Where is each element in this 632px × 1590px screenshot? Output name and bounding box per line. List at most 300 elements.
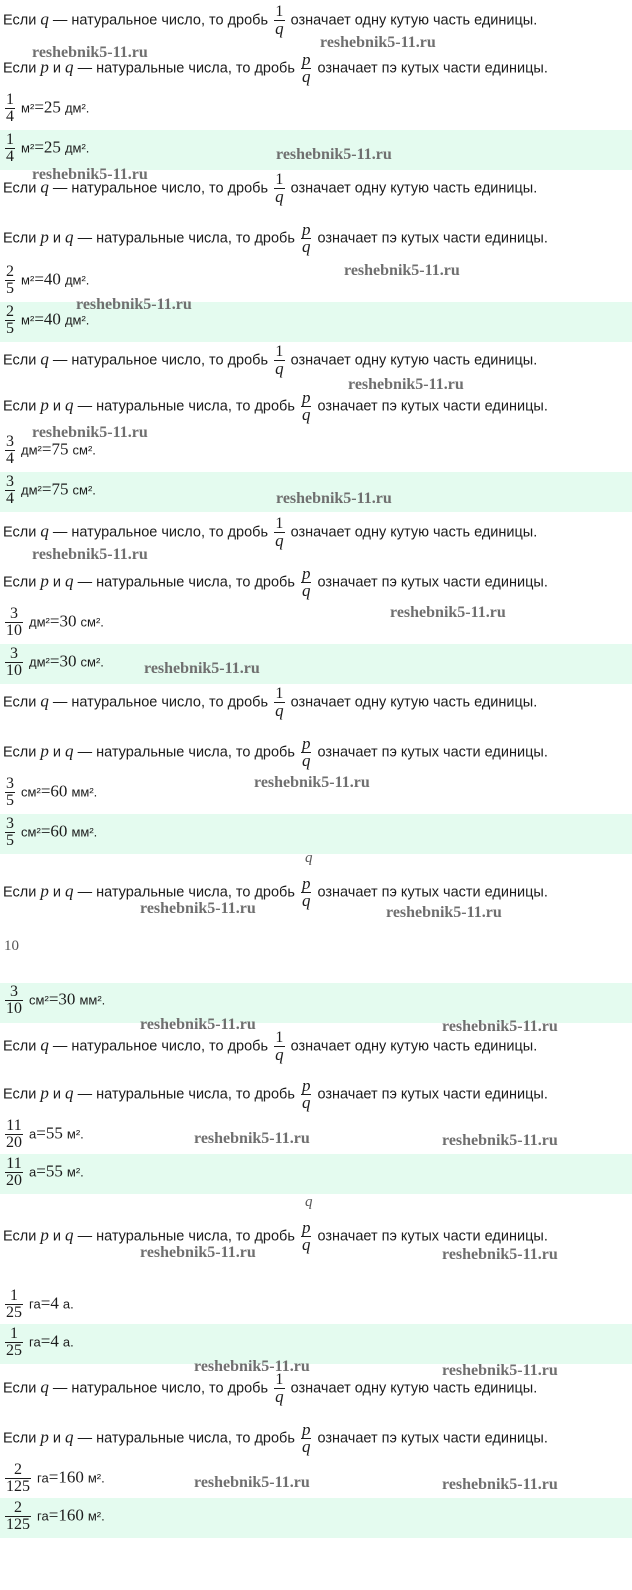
numerator: 3: [10, 983, 18, 1000]
text: — натуральное число, то дробь: [52, 524, 269, 541]
text: и: [52, 60, 61, 77]
numerator: 1: [275, 343, 284, 360]
fraction: [274, 1030, 285, 1063]
text: и: [52, 398, 61, 415]
unit: га: [29, 1296, 41, 1312]
watermark: reshebnik5-11.ru: [32, 44, 148, 61]
equals: =: [40, 821, 51, 841]
watermark: reshebnik5-11.ru: [276, 490, 392, 507]
denominator: 4: [6, 490, 14, 507]
text: — натуральные числа, то дробь: [77, 744, 295, 761]
watermark: reshebnik5-11.ru: [194, 1130, 310, 1147]
watermark: reshebnik5-11.ru: [194, 1474, 310, 1491]
watermark: reshebnik5-11.ru: [320, 34, 436, 51]
unit: дм².: [64, 272, 90, 288]
watermark: reshebnik5-11.ru: [442, 1132, 558, 1149]
denominator: q: [301, 891, 311, 910]
fraction: [5, 646, 23, 679]
fraction: [5, 816, 15, 849]
numerator: 2: [6, 263, 14, 280]
watermark: reshebnik5-11.ru: [386, 904, 502, 921]
definition-fraction-pq: [3, 1422, 548, 1455]
watermark: reshebnik5-11.ru: [32, 546, 148, 563]
text: — натуральные числа, то дробь: [77, 1086, 295, 1103]
variable-p: p: [40, 1225, 49, 1245]
unit: дм²: [21, 482, 42, 498]
variable-p: p: [40, 571, 49, 591]
text: Если: [3, 230, 37, 247]
fraction: [5, 606, 23, 639]
variable-q: q: [40, 521, 49, 541]
variable-q: q: [40, 177, 49, 197]
numerator: p: [301, 874, 311, 893]
fraction: [5, 1288, 23, 1321]
answer-line-highlighted: [3, 646, 104, 679]
numerator: p: [301, 564, 311, 583]
numerator: 3: [6, 473, 14, 490]
fraction: [5, 1326, 23, 1359]
variable-q: q: [65, 57, 74, 77]
numerator: 1: [275, 1029, 284, 1046]
answer-line: [3, 776, 97, 809]
fraction: [274, 172, 285, 205]
unit: мм².: [71, 824, 98, 840]
value: 30: [58, 989, 76, 1009]
value: 160: [58, 1505, 84, 1525]
fraction: [5, 92, 15, 125]
text: — натуральные числа, то дробь: [77, 884, 295, 901]
variable-q: q: [40, 349, 49, 369]
watermark: reshebnik5-11.ru: [348, 376, 464, 393]
text: означает пэ кутых части единицы.: [317, 398, 548, 415]
variable-p: p: [40, 881, 49, 901]
definition-fraction-pq: [3, 390, 548, 423]
fraction: [274, 686, 285, 719]
denominator: q: [301, 1235, 311, 1254]
numerator: 1: [6, 131, 14, 148]
numerator: p: [301, 1076, 311, 1095]
text: Если: [3, 744, 37, 761]
text: Если: [3, 1430, 37, 1447]
watermark: reshebnik5-11.ru: [254, 774, 370, 791]
unit: см².: [72, 482, 96, 498]
variable-q: q: [65, 741, 74, 761]
text: Если: [3, 1038, 37, 1055]
text: — натуральное число, то дробь: [52, 12, 269, 29]
variable-p: p: [40, 1083, 49, 1103]
fraction: [274, 516, 285, 549]
denominator: q: [301, 581, 311, 600]
denominator: q: [301, 751, 311, 770]
denominator: 20: [6, 1134, 22, 1151]
denominator: q: [275, 19, 284, 38]
text: Если: [3, 398, 37, 415]
fraction: [5, 132, 15, 165]
value: 40: [43, 269, 61, 289]
variable-p: p: [40, 741, 49, 761]
text: означает одну кутую часть единицы.: [290, 694, 538, 711]
denominator: 4: [6, 148, 14, 165]
numerator: 3: [6, 815, 14, 832]
text: означает одну кутую часть единицы.: [290, 1038, 538, 1055]
value: 60: [50, 821, 68, 841]
numerator: 1: [10, 1325, 18, 1342]
answer-line: [3, 1118, 84, 1151]
text: Если: [3, 1380, 37, 1397]
equals: =: [48, 989, 59, 1009]
variable-q: q: [65, 1225, 74, 1245]
unit: м².: [87, 1470, 105, 1486]
value: 55: [45, 1123, 63, 1143]
equals: =: [49, 611, 60, 631]
text: — натуральные числа, то дробь: [77, 60, 295, 77]
answer-line-highlighted: [3, 1326, 74, 1359]
fraction: [301, 1078, 312, 1111]
text: и: [52, 1430, 61, 1447]
unit: га: [37, 1470, 49, 1486]
answer-highlight: [0, 1154, 632, 1194]
unit: дм²: [29, 614, 50, 630]
numerator: 2: [14, 1499, 22, 1516]
numerator: 1: [275, 1371, 284, 1388]
answer-line-highlighted: [3, 816, 97, 849]
text: — натуральное число, то дробь: [52, 180, 269, 197]
text: Если: [3, 574, 37, 591]
text: Если: [3, 352, 37, 369]
value: 30: [59, 651, 77, 671]
watermark: reshebnik5-11.ru: [140, 1244, 256, 1261]
watermark: reshebnik5-11.ru: [442, 1476, 558, 1493]
numerator: 2: [14, 1461, 22, 1478]
variable-q: q: [40, 9, 49, 29]
answer-line-highlighted: [3, 132, 89, 165]
equals: =: [40, 1331, 51, 1351]
value: 4: [50, 1331, 59, 1351]
variable-q: q: [65, 227, 74, 247]
variable-p: p: [40, 227, 49, 247]
fraction: [301, 222, 312, 255]
text: означает пэ кутых части единицы.: [317, 230, 548, 247]
unit: дм².: [64, 140, 90, 156]
answer-highlight: [0, 1324, 632, 1364]
denominator: q: [301, 1437, 311, 1456]
equals: =: [48, 1467, 59, 1487]
watermark: reshebnik5-11.ru: [276, 146, 392, 163]
unit: см².: [80, 614, 104, 630]
equals: =: [40, 781, 51, 801]
watermark: reshebnik5-11.ru: [194, 1358, 310, 1375]
text: означает пэ кутых части единицы.: [317, 1086, 548, 1103]
numerator: 1: [275, 685, 284, 702]
unit: м².: [66, 1164, 84, 1180]
answer-line: [3, 264, 89, 297]
answer-line: [3, 606, 104, 639]
definition-fraction-pq: [3, 736, 548, 769]
unit: дм²: [29, 654, 50, 670]
unit: м²: [21, 312, 35, 328]
fraction: [301, 52, 312, 85]
denominator: q: [275, 701, 284, 720]
fraction: [301, 390, 312, 423]
value: 160: [58, 1467, 84, 1487]
denominator: 5: [6, 320, 14, 337]
unit: а: [29, 1164, 37, 1180]
fraction: [5, 1118, 23, 1151]
text: и: [52, 1086, 61, 1103]
text: означает пэ кутых части единицы.: [317, 884, 548, 901]
fraction: [274, 1372, 285, 1405]
value: 55: [45, 1161, 63, 1181]
answer-line-highlighted: [3, 474, 96, 507]
text: Если: [3, 524, 37, 541]
text: Если: [3, 884, 37, 901]
watermark: reshebnik5-11.ru: [390, 604, 506, 621]
text: и: [52, 744, 61, 761]
equals: =: [34, 97, 44, 117]
watermark: reshebnik5-11.ru: [140, 1016, 256, 1033]
denominator: q: [301, 237, 311, 256]
numerator: 3: [10, 605, 18, 622]
text: — натуральное число, то дробь: [52, 1038, 269, 1055]
fraction: [301, 1422, 312, 1455]
definition-fraction-1q: [3, 4, 537, 37]
text: означает одну кутую часть единицы.: [290, 1380, 538, 1397]
unit: га: [29, 1334, 41, 1350]
equals: =: [48, 1505, 59, 1525]
numerator: 1: [275, 3, 284, 20]
value: 30: [59, 611, 77, 631]
equals: =: [34, 269, 44, 289]
denominator: 5: [6, 280, 14, 297]
denominator: q: [275, 187, 284, 206]
watermark: reshebnik5-11.ru: [140, 900, 256, 917]
variable-p: p: [40, 57, 49, 77]
equals: =: [36, 1123, 46, 1143]
numerator: p: [301, 50, 311, 69]
text: Если: [3, 1228, 37, 1245]
unit: мм².: [71, 784, 98, 800]
numerator: p: [301, 734, 311, 753]
fraction: [5, 776, 15, 809]
unit: а.: [62, 1296, 74, 1312]
answer-line-highlighted: [3, 984, 105, 1017]
fragment-q: q: [305, 1194, 313, 1210]
equals: =: [34, 137, 44, 157]
value: 60: [50, 781, 68, 801]
text: означает пэ кутых части единицы.: [317, 744, 548, 761]
denominator: q: [301, 1093, 311, 1112]
text: — натуральное число, то дробь: [52, 1380, 269, 1397]
text: Если: [3, 60, 37, 77]
variable-q: q: [40, 691, 49, 711]
equals: =: [49, 651, 60, 671]
fraction: [5, 1462, 31, 1495]
value: 40: [43, 309, 61, 329]
unit: м²: [21, 140, 35, 156]
variable-p: p: [40, 395, 49, 415]
fraction: [5, 984, 23, 1017]
text: означает пэ кутых части единицы.: [317, 60, 548, 77]
denominator: q: [301, 67, 311, 86]
fraction: [5, 264, 15, 297]
text: Если: [3, 1086, 37, 1103]
text: означает пэ кутых части единицы.: [317, 1228, 548, 1245]
variable-q: q: [40, 1035, 49, 1055]
text: и: [52, 1228, 61, 1245]
definition-fraction-pq: [3, 566, 548, 599]
numerator: 3: [6, 433, 14, 450]
fragment-ten: 10: [4, 938, 19, 954]
value: 75: [51, 439, 69, 459]
watermark: reshebnik5-11.ru: [442, 1018, 558, 1035]
watermark: reshebnik5-11.ru: [32, 424, 148, 441]
text: означает пэ кутых части единицы.: [317, 1430, 548, 1447]
text: и: [52, 884, 61, 901]
unit: м².: [87, 1508, 105, 1524]
denominator: q: [275, 359, 284, 378]
variable-q: q: [65, 1083, 74, 1103]
fraction: [301, 876, 312, 909]
text: и: [52, 230, 61, 247]
numerator: 1: [6, 91, 14, 108]
numerator: 11: [6, 1155, 22, 1172]
fraction: [301, 566, 312, 599]
definition-fraction-pq: [3, 222, 548, 255]
denominator: 4: [6, 108, 14, 125]
watermark: reshebnik5-11.ru: [344, 262, 460, 279]
definition-fraction-1q: [3, 686, 537, 719]
unit: а.: [62, 1334, 74, 1350]
definition-fraction-1q: [3, 344, 537, 377]
text: — натуральные числа, то дробь: [77, 1430, 295, 1447]
definition-fraction-1q: [3, 516, 537, 549]
denominator: 20: [6, 1172, 22, 1189]
numerator: 3: [10, 645, 18, 662]
unit: дм²: [21, 442, 42, 458]
denominator: 125: [6, 1478, 30, 1495]
numerator: p: [301, 388, 311, 407]
watermark: reshebnik5-11.ru: [442, 1362, 558, 1379]
denominator: 125: [6, 1516, 30, 1533]
unit: а: [29, 1126, 37, 1142]
unit: дм².: [64, 312, 90, 328]
text: — натуральные числа, то дробь: [77, 230, 295, 247]
unit: га: [37, 1508, 49, 1524]
numerator: 1: [275, 515, 284, 532]
unit: см²: [29, 992, 49, 1008]
fraction: [274, 344, 285, 377]
text: — натуральные числа, то дробь: [77, 398, 295, 415]
numerator: p: [301, 1218, 311, 1237]
text: — натуральные числа, то дробь: [77, 574, 295, 591]
text: означает одну кутую часть единицы.: [290, 12, 538, 29]
text: — натуральное число, то дробь: [52, 352, 269, 369]
fragment-q: q: [305, 850, 313, 866]
denominator: 5: [6, 792, 14, 809]
fraction: [5, 1500, 31, 1533]
value: 25: [43, 137, 61, 157]
watermark: reshebnik5-11.ru: [144, 660, 260, 677]
fraction: [301, 736, 312, 769]
denominator: q: [275, 1387, 284, 1406]
denominator: 25: [6, 1304, 22, 1321]
fraction: [274, 4, 285, 37]
answer-line: [3, 92, 89, 125]
unit: м²: [21, 100, 35, 116]
fraction: [5, 1156, 23, 1189]
denominator: 10: [6, 662, 22, 679]
unit: см²: [21, 824, 41, 840]
numerator: p: [301, 1420, 311, 1439]
watermark: reshebnik5-11.ru: [76, 296, 192, 313]
numerator: p: [301, 220, 311, 239]
denominator: 4: [6, 450, 14, 467]
unit: см²: [21, 784, 41, 800]
equals: =: [41, 439, 52, 459]
numerator: 3: [6, 775, 14, 792]
text: Если: [3, 12, 37, 29]
variable-q: q: [65, 571, 74, 591]
text: означает одну кутую часть единицы.: [290, 524, 538, 541]
denominator: q: [275, 1045, 284, 1064]
answer-line-highlighted: [3, 1156, 84, 1189]
unit: мм².: [79, 992, 106, 1008]
equals: =: [40, 1293, 51, 1313]
value: 25: [43, 97, 61, 117]
unit: см².: [72, 442, 96, 458]
answer-line: [3, 1288, 74, 1321]
fraction: [301, 1220, 312, 1253]
watermark: reshebnik5-11.ru: [32, 166, 148, 183]
unit: дм².: [64, 100, 90, 116]
text: означает одну кутую часть единицы.: [290, 352, 538, 369]
numerator: 1: [10, 1287, 18, 1304]
variable-q: q: [65, 881, 74, 901]
denominator: q: [275, 531, 284, 550]
numerator: 1: [275, 171, 284, 188]
fraction: [5, 474, 15, 507]
denominator: 10: [6, 622, 22, 639]
equals: =: [34, 309, 44, 329]
variable-q: q: [65, 1427, 74, 1447]
text: и: [52, 574, 61, 591]
watermark: reshebnik5-11.ru: [442, 1246, 558, 1263]
unit: м².: [66, 1126, 84, 1142]
definition-fraction-pq: [3, 1078, 548, 1111]
fraction: [5, 434, 15, 467]
equals: =: [41, 479, 52, 499]
fraction: [5, 304, 15, 337]
unit: см².: [80, 654, 104, 670]
variable-q: q: [65, 395, 74, 415]
variable-p: p: [40, 1427, 49, 1447]
variable-q: q: [40, 1377, 49, 1397]
answer-line-highlighted: [3, 1500, 105, 1533]
text: — натуральное число, то дробь: [52, 694, 269, 711]
denominator: q: [301, 405, 311, 424]
text: означает пэ кутых части единицы.: [317, 574, 548, 591]
text: Если: [3, 180, 37, 197]
answer-line: [3, 1462, 105, 1495]
denominator: 10: [6, 1000, 22, 1017]
value: 75: [51, 479, 69, 499]
denominator: 25: [6, 1342, 22, 1359]
numerator: 2: [6, 303, 14, 320]
text: Если: [3, 694, 37, 711]
text: означает одну кутую часть единицы.: [290, 180, 538, 197]
denominator: 5: [6, 832, 14, 849]
unit: м²: [21, 272, 35, 288]
